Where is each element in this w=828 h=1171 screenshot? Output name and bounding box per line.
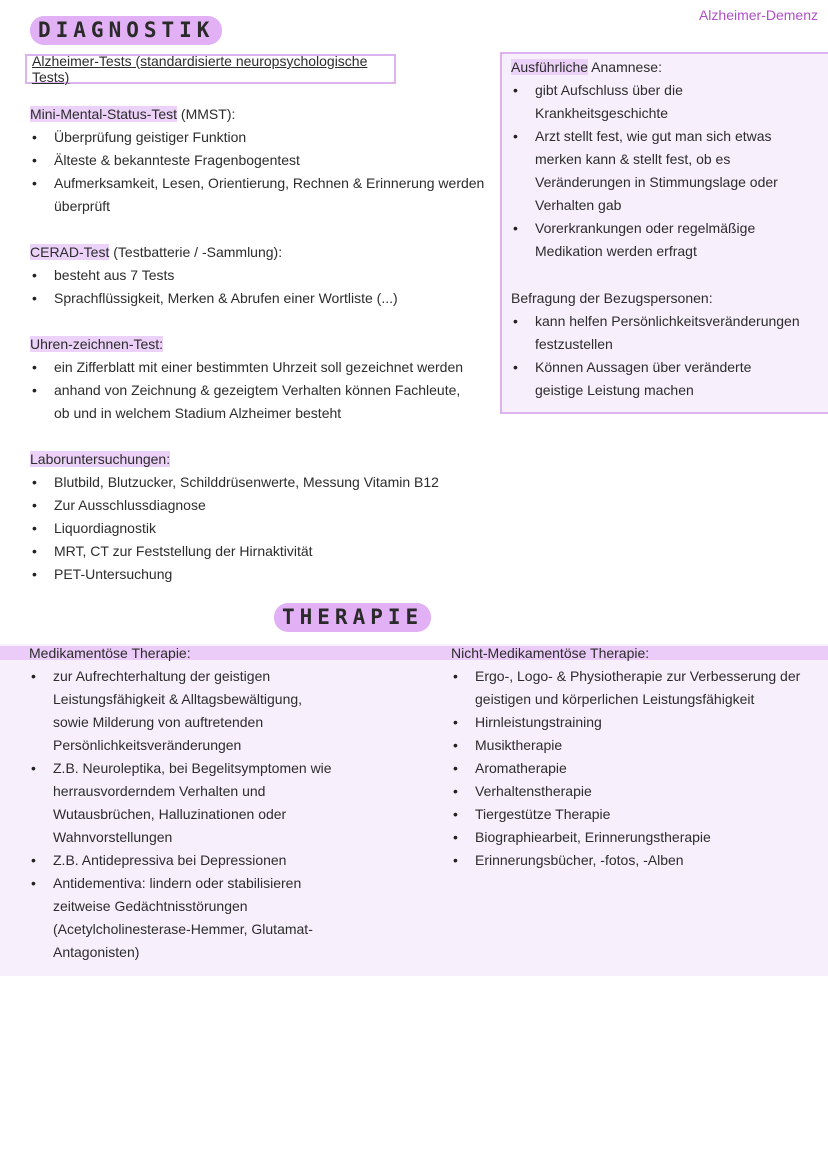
list-item: • Aufmerksamkeit, Lesen, Orientierung, Rechnen & Erinnerung werden überprüft xyxy=(30,172,485,218)
uhren-section xyxy=(30,333,470,425)
list-item: • Antidementiva: lindern oder stabilisieren zeitweise Gedächtnisstörungen (Acetylcholinesterase-Hemmer, Glutamat-Antagonisten) xyxy=(29,872,339,964)
list-item: • Ergo-, Logo- & Physiotherapie zur Verbesserung der geistigen und körperlichen Leistungsfähigkeit xyxy=(451,665,801,711)
uhren-title-highlight: Uhren-zeichnen-Test: xyxy=(30,336,164,352)
anamnese-title-highlight: Ausführliche xyxy=(511,59,589,75)
list-item: • Älteste & bekannteste Fragenbogentest xyxy=(30,149,485,172)
mmst-title-highlight: Mini-Mental-Status-Test xyxy=(30,106,178,122)
uhren-title xyxy=(30,333,470,356)
labor-title xyxy=(30,448,485,471)
list-item: • MRT, CT zur Feststellung der Hirnaktivität xyxy=(30,540,485,563)
cerad-title-rest: (Testbatterie / -Sammlung): xyxy=(109,244,283,260)
labor-title-highlight: Laboruntersuchungen: xyxy=(30,451,171,467)
list-item: • Z.B. Neuroleptika, bei Begelitsymptomen wie herrausvorderndem Verhalten und Wutausbrüchen, Halluzinationen oder Wahnvorstellungen xyxy=(29,757,339,849)
uhren-list xyxy=(30,356,470,425)
list-item: • Blutbild, Blutzucker, Schilddrüsenwerte, Messung Vitamin B12 xyxy=(30,471,485,494)
list-item: • Aromatherapie xyxy=(451,757,801,780)
list-item: • PET-Untersuchung xyxy=(30,563,485,586)
anamnese-list xyxy=(511,79,801,263)
cerad-title xyxy=(30,241,485,264)
medikament-title: Medikamentöse Therapie: xyxy=(29,645,191,661)
list-item: • Überprüfung geistiger Funktion xyxy=(30,126,485,149)
list-item: • Liquordiagnostik xyxy=(30,517,485,540)
list-item: • ein Zifferblatt mit einer bestimmten Uhrzeit soll gezeichnet werden xyxy=(30,356,470,379)
labor-list xyxy=(30,471,485,586)
anamnese-title xyxy=(511,56,801,79)
list-item: • Tiergestütze Therapie xyxy=(451,803,801,826)
mmst-section xyxy=(30,103,485,218)
document-topic: Alzheimer-Demenz xyxy=(698,7,818,23)
nicht-medikament-list xyxy=(451,665,801,872)
tests-title-box xyxy=(25,54,396,84)
list-item: • Können Aussagen über veränderte geistige Leistung machen xyxy=(511,356,801,402)
bezug-list xyxy=(511,310,801,402)
therapie-heading: THERAPIE xyxy=(274,603,431,632)
list-item: • Musiktherapie xyxy=(451,734,801,757)
list-item: • Vorerkrankungen oder regelmäßige Medikation werden erfragt xyxy=(511,217,801,263)
list-item: • Z.B. Antidepressiva bei Depressionen xyxy=(29,849,339,872)
list-item: • besteht aus 7 Tests xyxy=(30,264,485,287)
mmst-title-rest: (MMST): xyxy=(177,106,236,122)
bezug-title: Befragung der Bezugspersonen: xyxy=(511,290,713,306)
nicht-medikament-title: Nicht-Medikamentöse Therapie: xyxy=(451,645,650,661)
cerad-list xyxy=(30,264,485,310)
list-item: • Arzt stellt fest, wie gut man sich etwas merken kann & stellt fest, ob es Veränderungen in Stimmungslage oder Verhalten gab xyxy=(511,125,801,217)
nicht-medikament-section xyxy=(451,642,801,872)
list-item: • Verhaltenstherapie xyxy=(451,780,801,803)
mmst-list xyxy=(30,126,485,218)
anamnese-section xyxy=(511,56,801,263)
labor-section xyxy=(30,448,485,586)
anamnese-title-rest: Anamnese: xyxy=(588,59,662,75)
list-item: • Biographiearbeit, Erinnerungstherapie xyxy=(451,826,801,849)
medikament-section xyxy=(29,642,339,964)
list-item: • Zur Ausschlussdiagnose xyxy=(30,494,485,517)
list-item: • Sprachflüssigkeit, Merken & Abrufen einer Wortliste (...) xyxy=(30,287,485,310)
list-item: • Erinnerungsbücher, -fotos, -Alben xyxy=(451,849,801,872)
list-item: • gibt Aufschluss über die Krankheitsgeschichte xyxy=(511,79,801,125)
mmst-title xyxy=(30,103,485,126)
bezug-section xyxy=(511,287,801,402)
list-item: • zur Aufrechterhaltung der geistigen Leistungsfähigkeit & Alltagsbewältigung, sowie Milderung von auftretenden Persönlichkeitsveränderungen xyxy=(29,665,339,757)
cerad-section xyxy=(30,241,485,310)
diagnostik-heading: DIAGNOSTIK xyxy=(30,16,222,45)
tests-title: Alzheimer-Tests (standardisierte neuropsychologische Tests) xyxy=(32,53,368,85)
list-item: • Hirnleistungstraining xyxy=(451,711,801,734)
medikament-list xyxy=(29,665,339,964)
list-item: • kann helfen Persönlichkeitsveränderungen festzustellen xyxy=(511,310,801,356)
list-item: • anhand von Zeichnung & gezeigtem Verhalten können Fachleute, ob und in welchem Stadium Alzheimer besteht xyxy=(30,379,470,425)
cerad-title-highlight: CERAD-Test xyxy=(30,244,110,260)
